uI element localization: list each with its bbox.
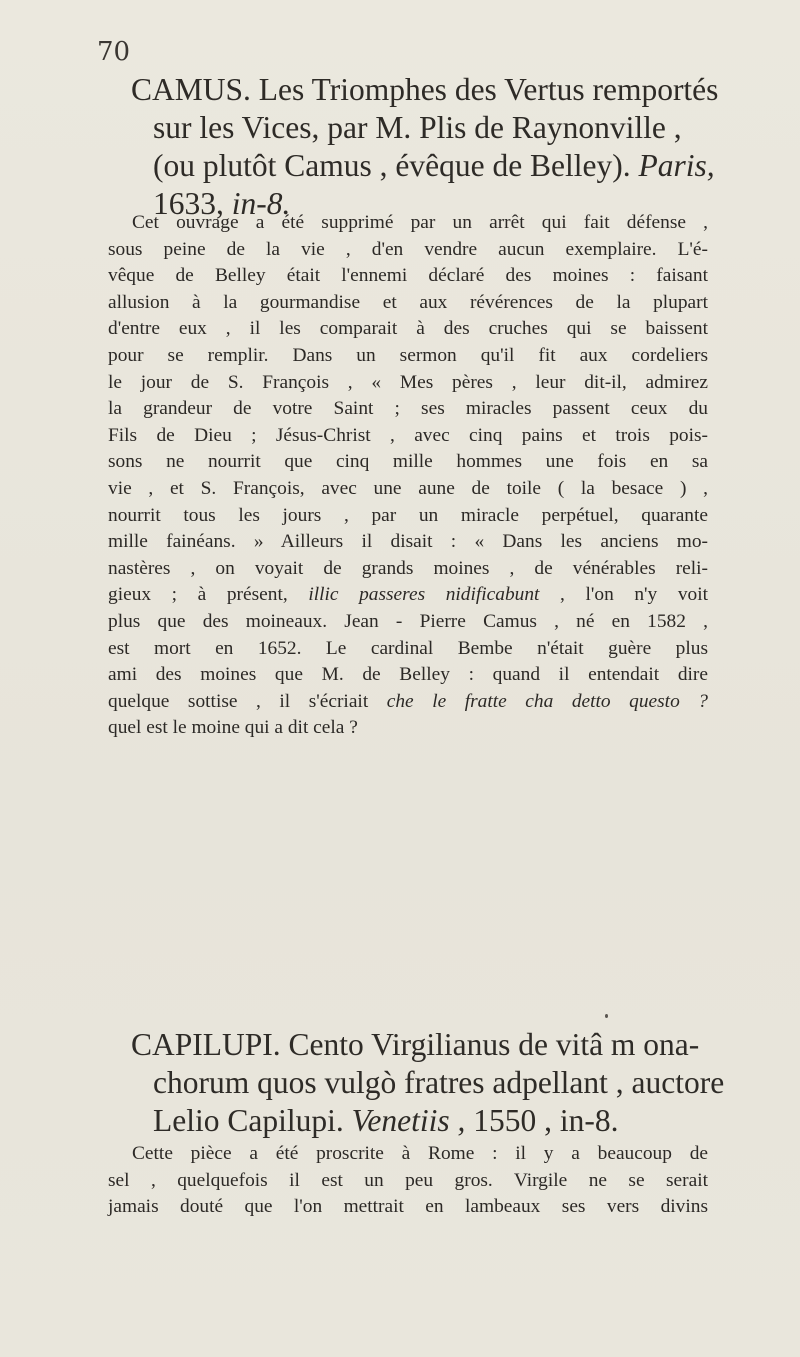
latin-phrase: che le fratte cha detto questo ?	[386, 690, 708, 712]
text-line: nastères , on voyait de grands moines , de vénérables reli-	[108, 557, 708, 579]
text-line: ami des moines que M. de Belley : quand il entendait dire	[108, 664, 708, 686]
text-line: mille fainéans. » Ailleurs il disait : « Dans les anciens mo-	[108, 531, 708, 553]
text-line: sons ne nourrit que cinq mille hommes une fois en sa	[108, 451, 708, 473]
heading-line: CAPILUPI. Cento Virgilianus de vitâ m ona-	[131, 1027, 700, 1062]
text-line: vie , et S. François, avec une aune de toile ( la besace ) ,	[108, 477, 708, 499]
heading-text: Lelio Capilupi.	[153, 1103, 352, 1138]
text-line: jamais douté que l'on mettrait en lambeaux ses vers divins	[108, 1196, 708, 1218]
heading-line	[131, 147, 718, 185]
heading-text: (ou plutôt Camus , évêque de Belley).	[153, 148, 639, 183]
heading-format: 1550 , in-8.	[473, 1103, 619, 1138]
ink-speck	[605, 1014, 608, 1018]
text-line: est mort en 1652. Le cardinal Bembe n'était guère plus	[108, 637, 708, 659]
latin-phrase: illic passeres nidificabunt	[308, 584, 540, 606]
text-line: sel , quelquefois il est un peu gros. Virgile ne se serait	[108, 1169, 708, 1191]
entry-camus-commentary	[108, 210, 708, 742]
heading-text: 1633,	[153, 186, 232, 221]
text-line: Fils de Dieu ; Jésus-Christ , avec cinq pains et trois pois-	[108, 424, 708, 446]
text-line: vêque de Belley était l'ennemi déclaré des moines : faisant	[108, 265, 708, 287]
text-line: nourrit tous les jours , par un miracle perpétuel, quarante	[108, 504, 708, 526]
heading-line: CAMUS. Les Triomphes des Vertus remportés	[131, 72, 719, 107]
text-line: allusion à la gourmandise et aux révérences de la plupart	[108, 291, 708, 313]
entry-capilupi-commentary	[108, 1141, 708, 1221]
text-line: le jour de S. François , « Mes pères , leur dit-il, admirez	[108, 371, 708, 393]
heading-line: chorum quos vulgò fratres adpellant , auctore	[153, 1065, 725, 1100]
text-line: Cet ouvrage a été supprimé par un arrêt qui fait défense ,	[132, 212, 708, 233]
text-line: quel est le moine qui a dit cela ?	[108, 717, 358, 739]
entry-camus-heading	[131, 71, 718, 223]
text-line: pour se remplir. Dans un sermon qu'il fit aux cordeliers	[108, 344, 708, 366]
heading-format: in-8.	[231, 186, 291, 221]
heading-place: Venetiis ,	[351, 1103, 466, 1138]
text-line: gieux ; à présent, illic passeres nidificabunt , l'on n'y voit	[108, 584, 709, 606]
page-number: 70	[97, 37, 131, 67]
text-line: Cette pièce a été proscrite à Rome : il y a beaucoup de	[132, 1143, 708, 1164]
text-line: d'entre eux , il les comparait à des cruches qui se baissent	[108, 318, 708, 340]
heading-place: Paris,	[638, 148, 715, 183]
heading-line	[131, 1102, 724, 1140]
text-line: sous peine de la vie , d'en vendre aucun exemplaire. L'é-	[108, 238, 708, 260]
text-line: la grandeur de votre Saint ; ses miracles passent ceux du	[108, 398, 708, 420]
heading-line: sur les Vices, par M. Plis de Raynonville ,	[153, 110, 682, 145]
text-line: plus que des moineaux. Jean - Pierre Camus , né en 1582 ,	[108, 610, 708, 632]
text-line: quelque sottise , il s'écriait che le fratte cha detto questo ?	[108, 690, 708, 712]
entry-capilupi-heading	[131, 1026, 724, 1140]
